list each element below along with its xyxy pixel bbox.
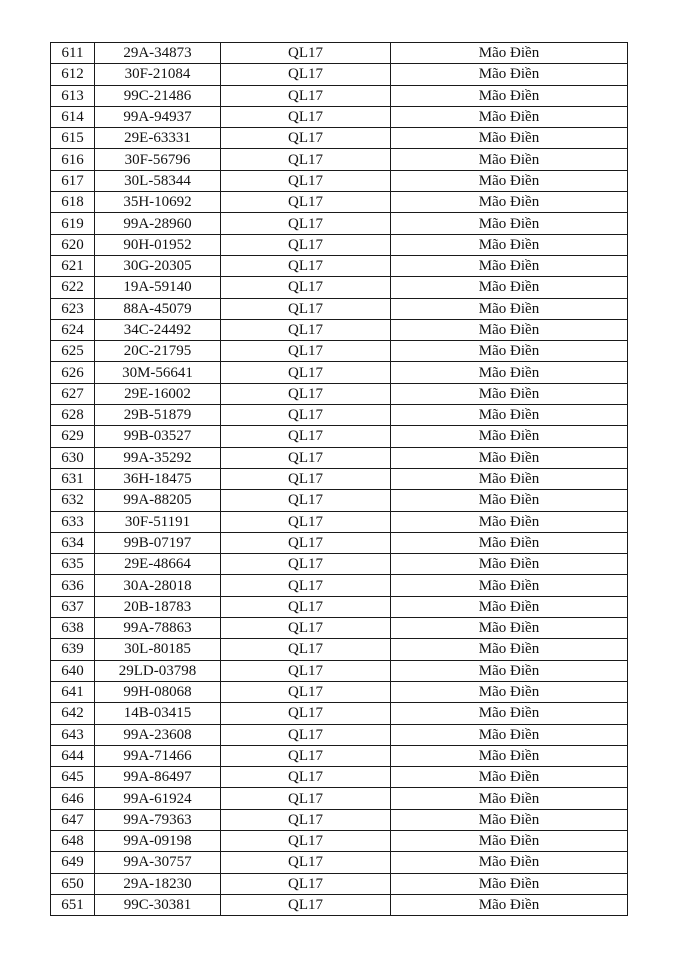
location-cell: Mão Điền [391, 468, 628, 489]
table-row [51, 170, 628, 191]
road-cell: QL17 [221, 405, 391, 426]
road-cell: QL17 [221, 490, 391, 511]
license-plate-cell: 99B-07197 [95, 532, 221, 553]
road-cell: QL17 [221, 767, 391, 788]
license-plate-cell: 99A-23608 [95, 724, 221, 745]
table-row [51, 767, 628, 788]
row-number-cell: 641 [51, 681, 95, 702]
table-row [51, 639, 628, 660]
row-number-cell: 640 [51, 660, 95, 681]
row-number-cell: 631 [51, 468, 95, 489]
location-cell: Mão Điền [391, 532, 628, 553]
license-plate-cell: 99A-71466 [95, 745, 221, 766]
license-plate-cell: 99A-88205 [95, 490, 221, 511]
table-row [51, 830, 628, 851]
road-cell: QL17 [221, 511, 391, 532]
road-cell: QL17 [221, 894, 391, 915]
row-number-cell: 636 [51, 575, 95, 596]
table-row [51, 490, 628, 511]
table-row [51, 234, 628, 255]
row-number-cell: 644 [51, 745, 95, 766]
row-number-cell: 612 [51, 64, 95, 85]
row-number-cell: 648 [51, 830, 95, 851]
license-plate-cell: 99A-79363 [95, 809, 221, 830]
road-cell: QL17 [221, 554, 391, 575]
table-row [51, 319, 628, 340]
road-cell: QL17 [221, 362, 391, 383]
license-plate-cell: 99A-78863 [95, 618, 221, 639]
table-row [51, 43, 628, 64]
road-cell: QL17 [221, 852, 391, 873]
row-number-cell: 649 [51, 852, 95, 873]
license-plate-cell: 14B-03415 [95, 703, 221, 724]
table-row [51, 511, 628, 532]
table-row [51, 618, 628, 639]
location-cell: Mão Điền [391, 149, 628, 170]
row-number-cell: 628 [51, 405, 95, 426]
location-cell: Mão Điền [391, 894, 628, 915]
road-cell: QL17 [221, 43, 391, 64]
table-row [51, 681, 628, 702]
location-cell: Mão Điền [391, 298, 628, 319]
location-cell: Mão Điền [391, 43, 628, 64]
license-plate-cell: 29E-48664 [95, 554, 221, 575]
license-plate-cell: 29E-63331 [95, 128, 221, 149]
license-plate-cell: 30M-56641 [95, 362, 221, 383]
license-plate-cell: 29A-18230 [95, 873, 221, 894]
row-number-cell: 623 [51, 298, 95, 319]
row-number-cell: 630 [51, 447, 95, 468]
row-number-cell: 620 [51, 234, 95, 255]
table-row [51, 873, 628, 894]
license-plate-cell: 30F-21084 [95, 64, 221, 85]
row-number-cell: 633 [51, 511, 95, 532]
location-cell: Mão Điền [391, 490, 628, 511]
license-plate-cell: 88A-45079 [95, 298, 221, 319]
location-cell: Mão Điền [391, 213, 628, 234]
road-cell: QL17 [221, 788, 391, 809]
table-row [51, 149, 628, 170]
table-row [51, 362, 628, 383]
location-cell: Mão Điền [391, 639, 628, 660]
location-cell: Mão Điền [391, 681, 628, 702]
license-plate-cell: 29LD-03798 [95, 660, 221, 681]
table-row [51, 788, 628, 809]
row-number-cell: 622 [51, 277, 95, 298]
license-plate-cell: 29A-34873 [95, 43, 221, 64]
license-plate-cell: 99A-86497 [95, 767, 221, 788]
road-cell: QL17 [221, 277, 391, 298]
license-plate-cell: 29B-51879 [95, 405, 221, 426]
road-cell: QL17 [221, 660, 391, 681]
table-row [51, 532, 628, 553]
location-cell: Mão Điền [391, 809, 628, 830]
table-row [51, 64, 628, 85]
location-cell: Mão Điền [391, 703, 628, 724]
location-cell: Mão Điền [391, 64, 628, 85]
row-number-cell: 639 [51, 639, 95, 660]
road-cell: QL17 [221, 596, 391, 617]
location-cell: Mão Điền [391, 234, 628, 255]
road-cell: QL17 [221, 213, 391, 234]
row-number-cell: 629 [51, 426, 95, 447]
row-number-cell: 637 [51, 596, 95, 617]
row-number-cell: 638 [51, 618, 95, 639]
road-cell: QL17 [221, 618, 391, 639]
location-cell: Mão Điền [391, 767, 628, 788]
license-plate-cell: 34C-24492 [95, 319, 221, 340]
row-number-cell: 651 [51, 894, 95, 915]
table-row [51, 809, 628, 830]
road-cell: QL17 [221, 873, 391, 894]
row-number-cell: 621 [51, 255, 95, 276]
location-cell: Mão Điền [391, 277, 628, 298]
row-number-cell: 627 [51, 383, 95, 404]
location-cell: Mão Điền [391, 106, 628, 127]
location-cell: Mão Điền [391, 852, 628, 873]
row-number-cell: 643 [51, 724, 95, 745]
road-cell: QL17 [221, 341, 391, 362]
license-plate-cell: 99C-21486 [95, 85, 221, 106]
location-cell: Mão Điền [391, 830, 628, 851]
license-plate-cell: 20C-21795 [95, 341, 221, 362]
location-cell: Mão Điền [391, 618, 628, 639]
license-plate-cell: 30L-80185 [95, 639, 221, 660]
location-cell: Mão Điền [391, 660, 628, 681]
table-row [51, 85, 628, 106]
road-cell: QL17 [221, 149, 391, 170]
location-cell: Mão Điền [391, 255, 628, 276]
vehicle-record-table [50, 42, 628, 916]
road-cell: QL17 [221, 532, 391, 553]
road-cell: QL17 [221, 575, 391, 596]
license-plate-cell: 35H-10692 [95, 192, 221, 213]
row-number-cell: 645 [51, 767, 95, 788]
row-number-cell: 614 [51, 106, 95, 127]
road-cell: QL17 [221, 64, 391, 85]
location-cell: Mão Điền [391, 426, 628, 447]
table-row [51, 192, 628, 213]
location-cell: Mão Điền [391, 724, 628, 745]
location-cell: Mão Điền [391, 447, 628, 468]
location-cell: Mão Điền [391, 319, 628, 340]
table-row [51, 128, 628, 149]
license-plate-cell: 36H-18475 [95, 468, 221, 489]
row-number-cell: 626 [51, 362, 95, 383]
location-cell: Mão Điền [391, 554, 628, 575]
table-row [51, 447, 628, 468]
row-number-cell: 624 [51, 319, 95, 340]
location-cell: Mão Điền [391, 341, 628, 362]
road-cell: QL17 [221, 809, 391, 830]
license-plate-cell: 99A-94937 [95, 106, 221, 127]
road-cell: QL17 [221, 639, 391, 660]
road-cell: QL17 [221, 468, 391, 489]
road-cell: QL17 [221, 298, 391, 319]
road-cell: QL17 [221, 724, 391, 745]
table-row [51, 852, 628, 873]
road-cell: QL17 [221, 192, 391, 213]
location-cell: Mão Điền [391, 85, 628, 106]
row-number-cell: 635 [51, 554, 95, 575]
location-cell: Mão Điền [391, 745, 628, 766]
road-cell: QL17 [221, 681, 391, 702]
road-cell: QL17 [221, 447, 391, 468]
row-number-cell: 615 [51, 128, 95, 149]
row-number-cell: 618 [51, 192, 95, 213]
road-cell: QL17 [221, 255, 391, 276]
table-row [51, 745, 628, 766]
row-number-cell: 613 [51, 85, 95, 106]
location-cell: Mão Điền [391, 192, 628, 213]
license-plate-cell: 99A-35292 [95, 447, 221, 468]
road-cell: QL17 [221, 85, 391, 106]
road-cell: QL17 [221, 830, 391, 851]
location-cell: Mão Điền [391, 362, 628, 383]
location-cell: Mão Điền [391, 788, 628, 809]
table-row [51, 426, 628, 447]
location-cell: Mão Điền [391, 873, 628, 894]
row-number-cell: 650 [51, 873, 95, 894]
table-row [51, 277, 628, 298]
road-cell: QL17 [221, 170, 391, 191]
table-row [51, 106, 628, 127]
table-row [51, 383, 628, 404]
row-number-cell: 625 [51, 341, 95, 362]
location-cell: Mão Điền [391, 128, 628, 149]
row-number-cell: 619 [51, 213, 95, 234]
location-cell: Mão Điền [391, 511, 628, 532]
table-row [51, 255, 628, 276]
license-plate-cell: 20B-18783 [95, 596, 221, 617]
road-cell: QL17 [221, 234, 391, 255]
table-row [51, 894, 628, 915]
row-number-cell: 616 [51, 149, 95, 170]
table-row [51, 298, 628, 319]
row-number-cell: 611 [51, 43, 95, 64]
table-row [51, 554, 628, 575]
row-number-cell: 647 [51, 809, 95, 830]
license-plate-cell: 99H-08068 [95, 681, 221, 702]
road-cell: QL17 [221, 426, 391, 447]
location-cell: Mão Điền [391, 405, 628, 426]
license-plate-cell: 30F-56796 [95, 149, 221, 170]
license-plate-cell: 29E-16002 [95, 383, 221, 404]
license-plate-cell: 99A-30757 [95, 852, 221, 873]
license-plate-cell: 99A-09198 [95, 830, 221, 851]
license-plate-cell: 99B-03527 [95, 426, 221, 447]
table-row [51, 213, 628, 234]
table-row [51, 341, 628, 362]
table-row [51, 703, 628, 724]
location-cell: Mão Điền [391, 170, 628, 191]
table-row [51, 405, 628, 426]
row-number-cell: 632 [51, 490, 95, 511]
license-plate-cell: 99A-61924 [95, 788, 221, 809]
table-row [51, 575, 628, 596]
row-number-cell: 646 [51, 788, 95, 809]
table-row [51, 596, 628, 617]
table-row [51, 724, 628, 745]
license-plate-cell: 90H-01952 [95, 234, 221, 255]
road-cell: QL17 [221, 703, 391, 724]
row-number-cell: 634 [51, 532, 95, 553]
road-cell: QL17 [221, 745, 391, 766]
license-plate-cell: 30A-28018 [95, 575, 221, 596]
table-row [51, 660, 628, 681]
location-cell: Mão Điền [391, 596, 628, 617]
row-number-cell: 642 [51, 703, 95, 724]
license-plate-cell: 30L-58344 [95, 170, 221, 191]
license-plate-cell: 30F-51191 [95, 511, 221, 532]
license-plate-cell: 30G-20305 [95, 255, 221, 276]
license-plate-cell: 19A-59140 [95, 277, 221, 298]
table-body [51, 43, 628, 916]
location-cell: Mão Điền [391, 383, 628, 404]
location-cell: Mão Điền [391, 575, 628, 596]
road-cell: QL17 [221, 383, 391, 404]
row-number-cell: 617 [51, 170, 95, 191]
license-plate-cell: 99A-28960 [95, 213, 221, 234]
table-row [51, 468, 628, 489]
road-cell: QL17 [221, 319, 391, 340]
road-cell: QL17 [221, 106, 391, 127]
license-plate-cell: 99C-30381 [95, 894, 221, 915]
road-cell: QL17 [221, 128, 391, 149]
